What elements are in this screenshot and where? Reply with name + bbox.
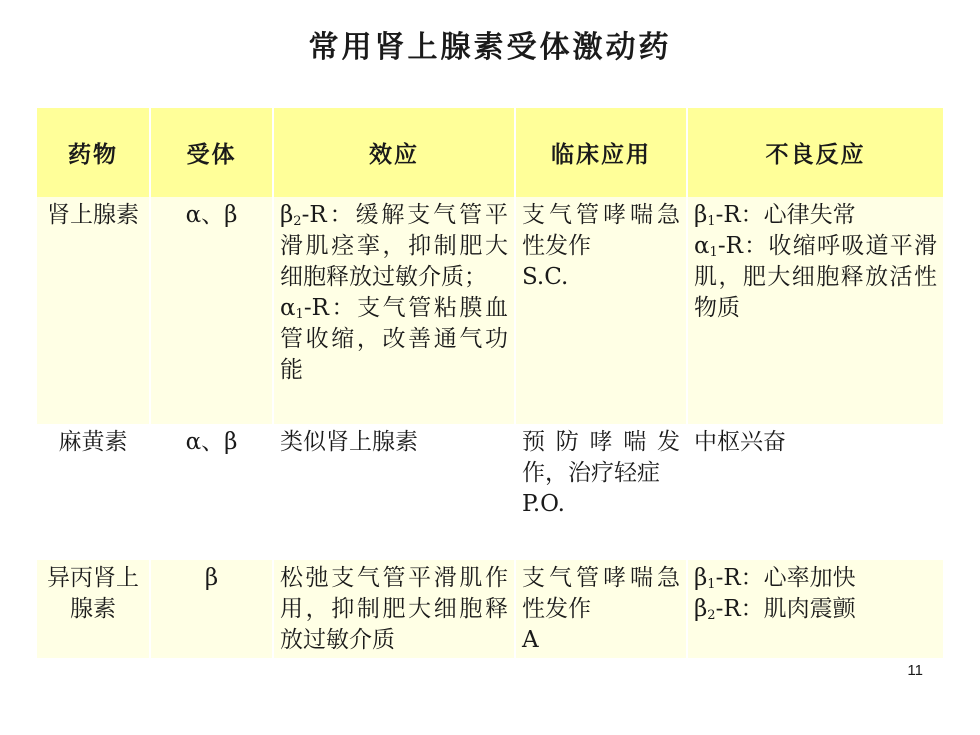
header-adverse: 不良反应 — [765, 141, 866, 168]
clinical-use — [515, 424, 687, 560]
receptor-symbol: β — [694, 596, 708, 622]
receptor-subscript: 2 — [707, 608, 716, 623]
effect — [273, 560, 515, 658]
receptor-symbol: α — [694, 233, 710, 259]
receptor-symbol: α — [280, 295, 296, 321]
table-row — [37, 197, 943, 424]
drug-table — [37, 108, 943, 658]
receptor-symbol: β — [694, 202, 708, 228]
effect-text: 中枢兴奋 — [694, 429, 786, 455]
table-row — [37, 560, 943, 658]
header-receptor: 受体 — [150, 108, 273, 197]
adverse-line — [694, 594, 937, 625]
drug-name: 异丙肾上腺素 — [37, 560, 150, 658]
effect-text: -R：心律失常 — [715, 202, 856, 228]
receptor: β — [150, 560, 273, 658]
effect-line — [280, 427, 508, 458]
effect-text: -R：肌肉震颤 — [715, 596, 856, 622]
adverse-reaction — [687, 197, 943, 424]
effect-text: -R：缓解支气管平滑肌痉挛，抑制肥大细胞释放过敏介质； — [280, 202, 508, 290]
table-header-row — [37, 108, 943, 197]
adverse-line — [694, 563, 937, 594]
effect-text: -R：收缩呼吸道平滑肌，肥大细胞释放活性物质 — [694, 233, 937, 321]
clinical-line: S.C. — [522, 264, 569, 290]
receptor-subscript: 2 — [293, 214, 302, 229]
clinical-line: 支气管哮喘急性发作 — [522, 565, 680, 622]
adverse-line — [694, 427, 937, 458]
receptor-subscript: 1 — [709, 245, 718, 260]
clinical-use — [515, 197, 687, 424]
effect-text: -R：心率加快 — [715, 565, 856, 591]
slide-title: 常用肾上腺素受体激动药 — [308, 30, 672, 65]
effect-line — [280, 200, 508, 293]
receptor-subscript: 1 — [295, 307, 304, 322]
drug-name: 肾上腺素 — [37, 197, 150, 424]
table-row — [37, 424, 943, 560]
adverse-line — [694, 200, 937, 231]
drug-name: 麻黄素 — [37, 424, 150, 560]
receptor-symbol: β — [280, 202, 294, 228]
header-clinical: 临床应用 — [515, 108, 687, 197]
receptor: α、β — [150, 424, 273, 560]
effect-text: 松弛支气管平滑肌作用，抑制肥大细胞释放过敏介质 — [280, 565, 508, 653]
header-drug: 药物 — [37, 108, 150, 197]
effect — [273, 197, 515, 424]
adverse-reaction — [687, 424, 943, 560]
clinical-line: A — [522, 627, 539, 653]
receptor: α、β — [150, 197, 273, 424]
adverse-reaction — [687, 560, 943, 658]
clinical-line: P.O. — [522, 491, 565, 517]
clinical-use — [515, 560, 687, 658]
receptor-subscript: 1 — [707, 214, 716, 229]
header-effect: 效应 — [273, 108, 515, 197]
adverse-line — [694, 231, 937, 324]
receptor-symbol: β — [694, 565, 708, 591]
clinical-line: 支气管哮喘急性发作 — [522, 202, 680, 259]
effect-line — [280, 293, 508, 386]
page-number: 11 — [907, 662, 923, 679]
effect-line — [280, 563, 508, 656]
receptor-subscript: 1 — [707, 577, 716, 592]
effect-text: 类似肾上腺素 — [280, 429, 418, 455]
effect — [273, 424, 515, 560]
clinical-line: 预防哮喘发作，治疗轻症 — [522, 429, 680, 486]
effect-text: -R：支气管粘膜血管收缩，改善通气功能 — [280, 295, 508, 383]
